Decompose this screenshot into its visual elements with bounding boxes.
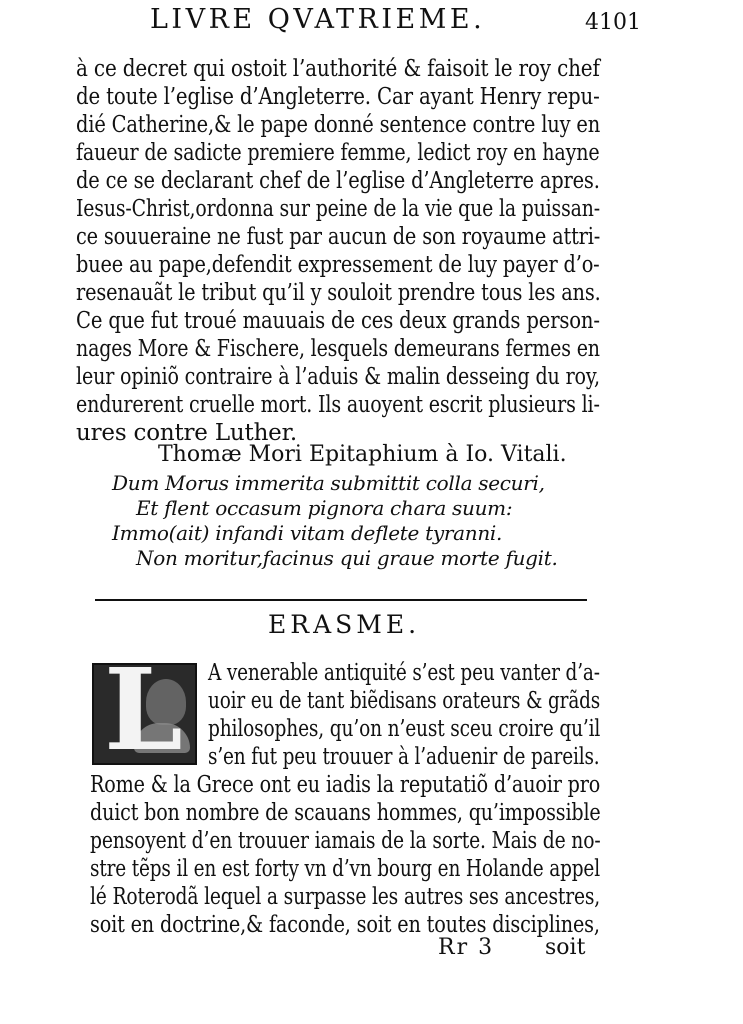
text-line: nages More & Fischere, lesquels demeurans fermes en	[76, 336, 600, 362]
text-line: endurerent cruelle mort. Ils auoyent escrit plusieurs li-	[76, 392, 600, 418]
verse-line: Immo(ait) infandi vitam deflete tyranni.	[112, 521, 503, 545]
text-line: faueur de sadicte premiere femme, ledict roy en hayne	[76, 140, 600, 166]
text-line: s’en fut peu trouuer à l’aduenir de pareils.	[208, 744, 600, 770]
epitaph-title: Thomæ Mori Epitaphium à Io. Vitali.	[158, 442, 567, 467]
signature-mark: Rr 3	[438, 935, 495, 960]
text-line: pensoyent d’en trouuer iamais de la sorte. Mais de no-	[90, 828, 601, 854]
verse-line: Non moritur,facinus qui graue morte fugit.	[136, 546, 558, 570]
text-line: duict bon nombre de scauans hommes, qu’impossible	[90, 800, 601, 826]
initial-letter: L	[104, 663, 183, 765]
text-line: philosophes, qu’on n’eust sceu croire qu’il	[208, 716, 601, 742]
section-divider	[95, 599, 587, 601]
text-line: de toute l’eglise d’Angleterre. Car ayant Henry repu-	[76, 84, 600, 110]
text-line: Rome & la Grece ont eu iadis la reputatiõ d’auoir pro	[90, 772, 601, 798]
text-line: dié Catherine,& le pape donné sentence contre luy en	[76, 112, 601, 138]
text-line: soit en doctrine,& faconde, soit en toutes disciplines,	[90, 912, 600, 938]
text-line: A venerable antiquité s’est peu vanter d’a-	[208, 660, 600, 686]
text-line: Ce que fut troué mauuais de ces deux grands person-	[76, 308, 600, 334]
text-line: ures contre Luther.	[76, 420, 297, 446]
verse-line: Dum Morus immerita submittit colla securi,	[112, 471, 545, 495]
running-title: LIVRE QVATRIEME.	[150, 4, 486, 35]
text-line: stre tẽps il en est forty vn d’vn bourg en Holande appel	[90, 856, 600, 882]
text-line: de ce se declarant chef de l’eglise d’Angleterre apres.	[76, 168, 600, 194]
page-number: 4101	[585, 10, 641, 35]
catchword: soit	[545, 935, 586, 960]
text-line: uoir eu de tant biẽdisans orateurs & grãds	[208, 688, 601, 714]
text-line: Iesus-Christ,ordonna sur peine de la vie que la puissan-	[76, 196, 600, 222]
text-line: resenauãt le tribut qu’il y souloit prendre tous les ans.	[76, 280, 601, 306]
text-line: à ce decret qui ostoit l’authorité & faisoit le roy chef	[76, 56, 600, 82]
decorated-initial	[92, 663, 197, 765]
text-line: buee au pape,defendit expressement de luy payer d’o-	[76, 252, 600, 278]
verse-line: Et flent occasum pignora chara suum:	[136, 496, 513, 520]
text-line: leur opiniõ contraire à l’aduis & malin desseing du roy,	[76, 364, 600, 390]
text-line: lé Roterodã lequel a surpasse les autres ses ancestres,	[90, 884, 601, 910]
text-line: ce souueraine ne fust par aucun de son royaume attri-	[76, 224, 601, 250]
section-title: ERASME.	[268, 610, 421, 639]
